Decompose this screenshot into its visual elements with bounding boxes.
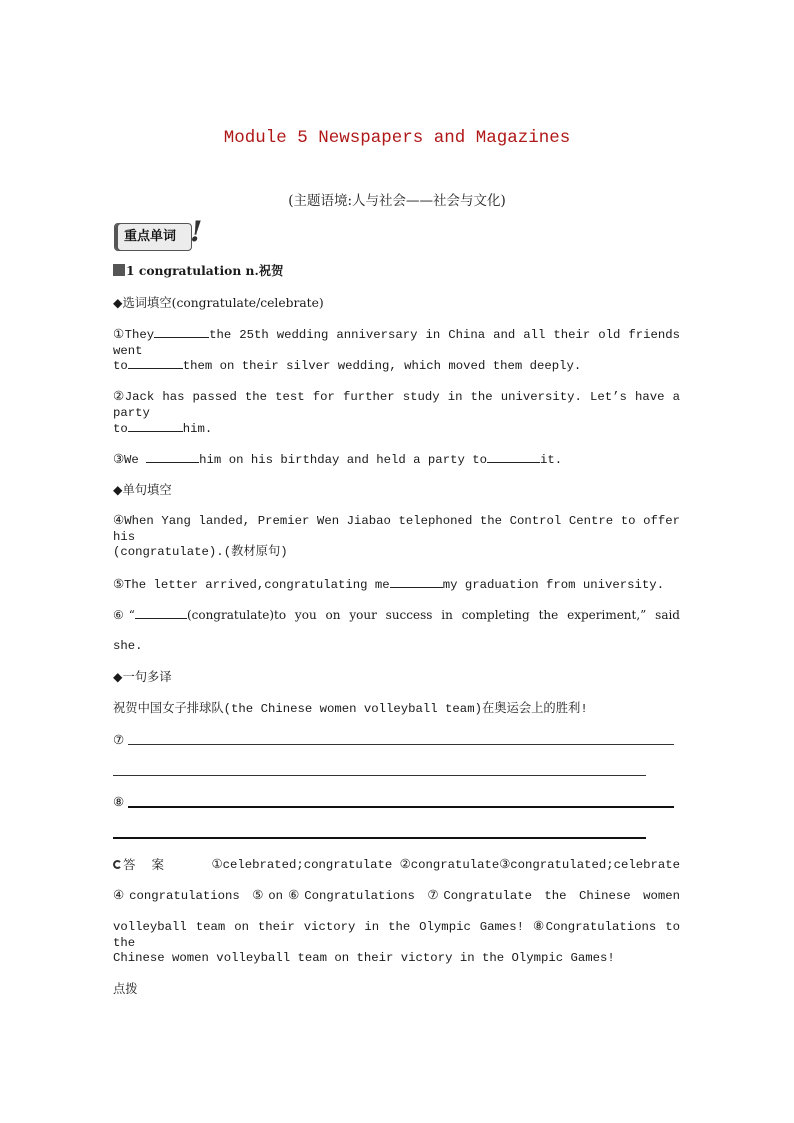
answer-line-8b[interactable] <box>113 837 646 839</box>
question-3: ③We him on his birthday and held a party to it. <box>113 453 563 467</box>
exclamation-mark-icon: ! <box>190 215 203 248</box>
question-6-line-1: ⑥“ (congratulate)to you on your success in completing the experiment,” said <box>113 608 680 622</box>
answer-line-8a[interactable] <box>128 806 674 808</box>
section-label-key-words: 重点单词 <box>114 223 192 251</box>
question-4-line-1: ④When Yang landed, Premier Wen Jiabao telephoned the Control Centre to offer his <box>113 514 680 544</box>
question-1-line-2: to them on their silver wedding, which moved them deeply. <box>113 359 582 373</box>
answer-line-7a[interactable] <box>128 744 674 745</box>
translation-8-number: ⑧ <box>113 795 125 809</box>
blank[interactable] <box>135 607 187 619</box>
question-2-line-1: ②Jack has passed the test for further study in the university. Let’s have a party <box>113 390 680 420</box>
blank[interactable] <box>128 420 183 432</box>
part1-heading: ◆选词填空(congratulate/celebrate) <box>113 296 324 310</box>
answer-line-7b[interactable] <box>113 775 646 776</box>
tips-label: 点拨 <box>113 982 138 996</box>
blank[interactable] <box>487 451 540 463</box>
square-bullet-icon <box>113 264 125 276</box>
answer-line-4: Chinese women volleyball team on their victory in the Olympic Games! <box>113 951 615 965</box>
question-1-line-1: ①They the 25th wedding anniversary in China and all their old friends went <box>113 328 680 358</box>
part2-heading: ◆单句填空 <box>113 483 172 497</box>
blank[interactable] <box>146 451 199 463</box>
question-6-line-2: she. <box>113 639 143 653</box>
answer-line-2: ④congratulations ⑤on⑥Congratulations ⑦Congratulate the Chinese women <box>113 889 680 903</box>
question-4-line-2: (congratulate).(教材原句) <box>113 545 288 559</box>
question-5: ⑤The letter arrived,congratulating me my graduation from university. <box>113 578 665 592</box>
answer-line-1: ①celebrated;congratulate ②congratulate③congratulated;celebrate <box>211 858 680 872</box>
theme-context: (主题语境:人与社会——社会与文化) <box>288 193 506 209</box>
answer-label: 答 案 <box>113 857 183 873</box>
translation-prompt: 祝贺中国女子排球队(the Chinese women volleyball team)在奥运会上的胜利! <box>113 702 588 716</box>
part3-heading: ◆一句多译 <box>113 670 172 684</box>
blank[interactable] <box>390 576 443 588</box>
question-2-line-2: to him. <box>113 422 213 436</box>
page-title: Module 5 Newspapers and Magazines <box>223 128 571 148</box>
blank[interactable] <box>154 326 209 338</box>
answer-line-3: volleyball team on their victory in the Olympic Games! ⑧Congratulations to the <box>113 920 680 950</box>
translation-7-number: ⑦ <box>113 733 125 747</box>
word-heading: 1 congratulation n.祝贺 <box>113 263 680 279</box>
answer-icon <box>113 860 122 869</box>
blank[interactable] <box>128 357 183 369</box>
